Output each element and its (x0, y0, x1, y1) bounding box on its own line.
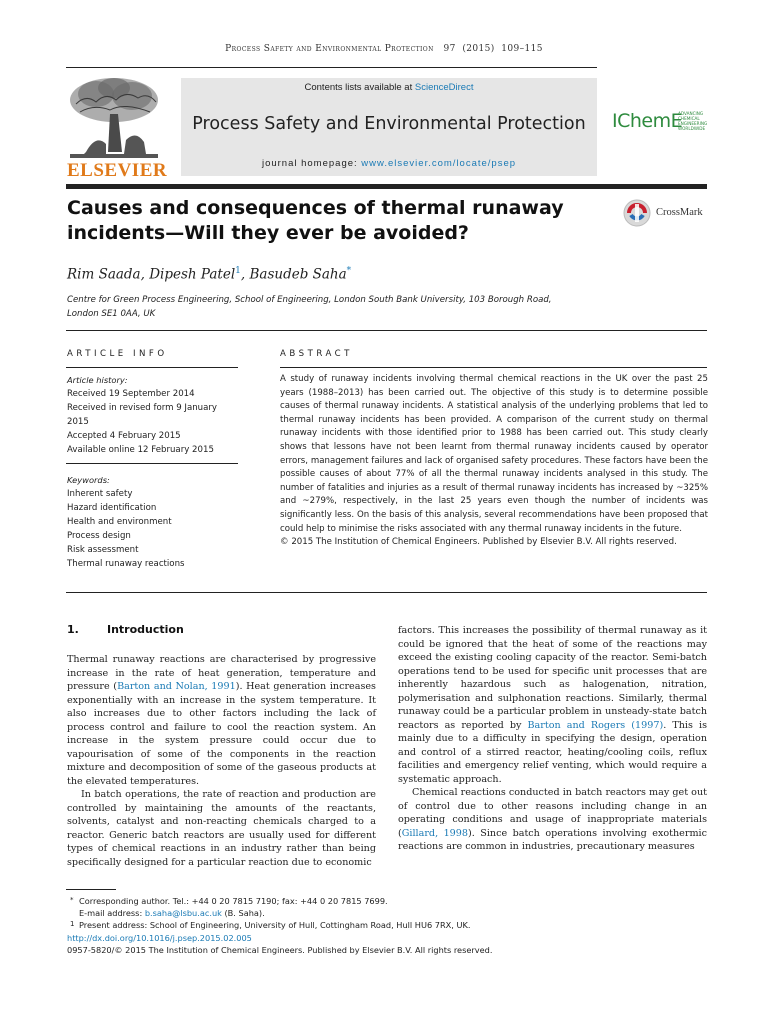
issn-line: 0957-5820/© 2015 The Institution of Chemical Engineers. Published by Elsevier B.V. All rights reserved. (67, 944, 493, 955)
keywords-rule (66, 463, 238, 464)
p3-text-a: factors. This increases the possibility of thermal runaway as it could be ignored that the heat of some of the reactions may exceed the existing cooling capacity of the reactor. Semi-batch operations tend to be used for specific unit processes that are inherently hazardous such as halogenation, nitration, polymerisation and sulphonation reactions. Similarly, thermal runaway could be a particular problem in unsteady-state batch reactors as reported by (398, 625, 707, 731)
citation-barton-rogers[interactable]: Barton and Rogers (1997) (527, 719, 664, 731)
icheme-tagline-3: ENGINEERING (678, 121, 708, 126)
footnote-mark: 1 (70, 920, 75, 929)
footnote-mark: * (70, 896, 74, 904)
intro-paragraph-1 (67, 653, 376, 788)
icheme-wordmark: IChemE (612, 110, 683, 132)
homepage-prefix: journal homepage: (261, 158, 362, 169)
keywords (67, 474, 242, 571)
author-patel-mark[interactable]: 1 (235, 266, 241, 276)
crossmark-badge[interactable] (622, 198, 712, 228)
article-info-heading: ARTICLE INFO (67, 349, 168, 359)
article-info-rule (66, 367, 238, 368)
citation-barton-nolan[interactable]: Barton and Nolan, 1991 (117, 681, 236, 692)
journal-title: Process Safety and Environmental Protection (192, 114, 586, 134)
intro-heading (67, 623, 184, 636)
running-head-year: (2015) (462, 44, 495, 54)
title-line-1: Causes and consequences of thermal runaway (67, 197, 564, 219)
intro-paragraph-2: In batch operations, the rate of reaction and production are controlled by maintaining the amounts of the reactants, solvents, catalyst and non-reacting chemicals charged to a reactor. Generic batch reactors are usually used for different types of chemical reactions in an industry rather than being specifically designed for a particular reaction due to economic (67, 789, 376, 868)
p1-text-b: ). Heat generation increases exponentially with an increase in the system temperature. It also increases due to other factors including the lack of process control and failure to cool the reaction system. An increase in the system pressure could occur due to vapourisation of some of the components in the reaction mixture and decomposition of some of the gaseous products at the elevated temperatures. (67, 681, 376, 787)
footnote-text: Present address: School of Engineering, University of Hull, Cottingham Road, Hull HU6 7RX, UK. (79, 920, 471, 931)
abstract-heading: ABSTRACT (280, 349, 353, 359)
icheme-logo (612, 108, 712, 138)
sciencedirect-link[interactable]: ScienceDirect (414, 82, 474, 93)
keywords-label: Keywords: (67, 475, 110, 485)
intro-number: 1. (67, 623, 79, 636)
article-title (67, 196, 587, 246)
running-head-journal: Process Safety and Environmental Protection (225, 44, 434, 54)
p1-text-a: Thermal runaway reactions are characterised by progressive increase in the rate of heat generation, temperature and pressure ( (67, 654, 376, 692)
keyword-item: Risk assessment (67, 545, 139, 555)
icheme-tagline-2: CHEMICAL (678, 116, 700, 121)
email-link[interactable]: b.saha@lsbu.ac.uk (144, 908, 222, 919)
contents-available (181, 82, 597, 93)
author-list (67, 266, 351, 283)
affiliation-line-2: London SE1 0AA, UK (67, 309, 156, 319)
citation-gillard[interactable]: Gillard, 1998 (401, 827, 468, 839)
affiliation-line-1: Centre for Green Process Engineering, School of Engineering, London South Bank University, 103 Borough Road, (67, 295, 552, 305)
keyword-item: Hazard identification (67, 503, 157, 513)
p3-text-b: . This is mainly due to a difficulty in specifying the design, operation and control of a stirred reactor, heating/cooling coils, reflux facilities and emergency relief venting, which would require a systematic approach. (398, 719, 707, 785)
intro-title: Introduction (107, 623, 184, 636)
history-item: Available online 12 February 2015 (67, 445, 214, 455)
elsevier-wordmark: ELSEVIER (67, 160, 168, 181)
history-label: Article history: (67, 375, 128, 385)
footnote-email (67, 907, 707, 919)
keyword-item: Health and environment (67, 517, 172, 527)
affiliation (67, 293, 627, 321)
icheme-tagline-4: WORLDWIDE (678, 126, 706, 131)
abstract-rule (280, 367, 707, 368)
elsevier-tree-icon (66, 74, 162, 160)
footnote-corresponding (67, 895, 707, 907)
crossmark-label: CrossMark (656, 207, 703, 218)
author-patel: Dipesh Patel (149, 266, 236, 283)
journal-banner (181, 78, 597, 176)
history-item: Received in revised form 9 January (67, 403, 217, 413)
running-head-pages: 109–115 (501, 44, 543, 54)
left-column (67, 653, 376, 869)
icheme-tagline-1: ADVANCING (678, 111, 704, 116)
history-item: Accepted 4 February 2015 (67, 431, 181, 441)
icheme-tagline (678, 111, 707, 131)
author-saha-mark[interactable]: * (346, 266, 352, 276)
affiliation-rule (66, 330, 707, 331)
running-head (0, 44, 768, 54)
footnote-present-address (67, 919, 707, 931)
footnote-rule (66, 889, 116, 890)
history-item: Received 19 September 2014 (67, 389, 195, 399)
intro-paragraph-3 (398, 624, 707, 786)
header-rule (66, 67, 597, 68)
p4-text-a: Chemical reactions conducted in batch reactors may get out of control due to other reasons including change in an operating conditions and usage of inappropriate materials ( (398, 787, 707, 839)
p4-text-b: ). Since batch operations involving exothermic reactions are common in industries, precautionary measures (398, 827, 707, 852)
crossmark-icon (622, 198, 652, 228)
author-saada: Rim Saada, (67, 266, 150, 283)
footnotes (67, 895, 707, 956)
abstract-copyright: © 2015 The Institution of Chemical Engineers. Published by Elsevier B.V. All rights reserved. (280, 537, 677, 548)
email-prefix: E-mail address: (79, 908, 145, 919)
author-saha: , Basudeb Saha (240, 266, 347, 283)
right-column (398, 624, 707, 854)
abstract-body (280, 373, 708, 550)
article-history (67, 374, 242, 457)
abstract-text: A study of runaway incidents involving thermal chemical reactions in the UK over the past 25 years (1988–2013) has been carried out. The objective of this study is to determine possible causes of thermal runaway incidents. A statistical analysis of the underlying problems that led to thermal runaway incidents has been provided. A comparison of the current study on thermal runaway incidents with those identified prior to 1988 has been carried out. This study clearly shows that lessons have not been learnt from thermal runaway incidents caused by operator errors, management failures and lack of organised safety procedures. These factors have been the possible causes of about 77% of all the thermal runaway incidents analysed in this study. The number of fatalities and injuries as a result of thermal runaway incidents has increased by ~325% and ~279%, respectively, in the last 25 years even though the number of incidents was significantly less. On the basis of this analysis, several recommendations have been proposed that could help to minimise the risks associated with any thermal runaway incidents in the future. (280, 374, 708, 534)
keyword-item: Thermal runaway reactions (67, 559, 185, 569)
keyword-item: Process design (67, 531, 131, 541)
running-head-volume: 97 (443, 44, 456, 54)
homepage-link[interactable]: www.elsevier.com/locate/psep (361, 158, 517, 169)
doi-line (67, 932, 707, 944)
intro-paragraph-4 (398, 786, 707, 854)
email-suffix: (B. Saha). (221, 908, 265, 919)
journal-homepage (181, 158, 597, 169)
footnote-text: Corresponding author. Tel.: +44 0 20 7815 7190; fax: +44 0 20 7815 7699. (79, 896, 388, 906)
contents-prefix: Contents lists available at (304, 82, 415, 93)
title-line-2: incidents—Will they ever be avoided? (67, 222, 469, 244)
header-thick-rule (66, 184, 707, 189)
doi-link[interactable]: http://dx.doi.org/10.1016/j.psep.2015.02.005 (67, 932, 252, 943)
keyword-item: Inherent safety (67, 489, 133, 499)
abstract-end-rule (66, 592, 707, 593)
history-item: 2015 (67, 417, 89, 427)
